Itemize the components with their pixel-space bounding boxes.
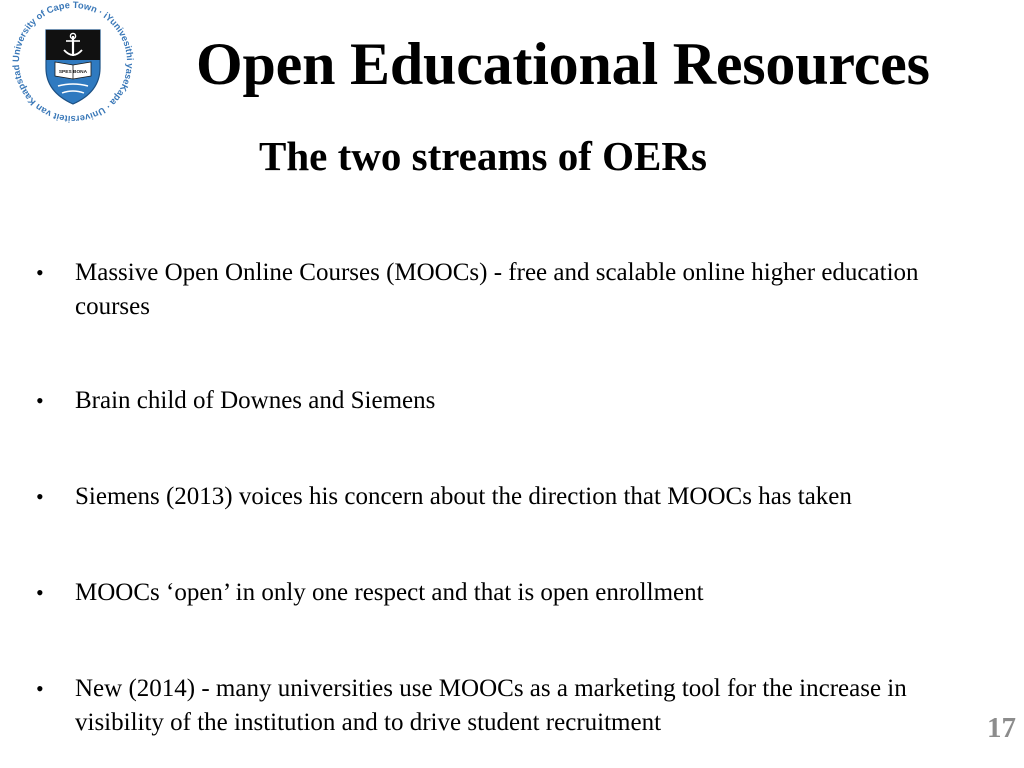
page-number: 17	[987, 712, 1016, 744]
bullet-text: MOOCs ‘open’ in only one respect and that is open enrollment	[75, 579, 704, 606]
bullet-text: Brain child of Downes and Siemens	[75, 387, 436, 414]
bullet-item	[36, 480, 976, 514]
bullet-item	[36, 576, 976, 610]
slide-subtitle: The two streams of OERs	[259, 133, 707, 179]
logo-ring-text: University of Cape Town · iYunivesithi yaseKapa · Universiteit van Kaapstad	[10, 0, 136, 124]
bullet-text: Massive Open Online Courses (MOOCs) - free and scalable online higher education courses	[75, 259, 919, 320]
bullet-dot: •	[36, 388, 44, 413]
bullet-dot: •	[36, 260, 44, 285]
bullet-text: New (2014) - many universities use MOOCs as a marketing tool for the increase in visibility of the institution and to drive student recruitment	[75, 675, 907, 736]
bullet-dot: •	[36, 580, 44, 605]
bullet-item	[36, 384, 976, 418]
bullet-item	[36, 256, 976, 323]
bullet-dot: •	[36, 484, 44, 509]
bullet-item	[36, 672, 976, 739]
logo-book-text: SPES BONA	[58, 70, 88, 75]
slide-title: Open Educational Resources	[196, 31, 930, 97]
bullet-dot: •	[36, 676, 44, 701]
university-logo	[8, 0, 138, 124]
bullet-text: Siemens (2013) voices his concern about the direction that MOOCs has taken	[75, 483, 852, 510]
